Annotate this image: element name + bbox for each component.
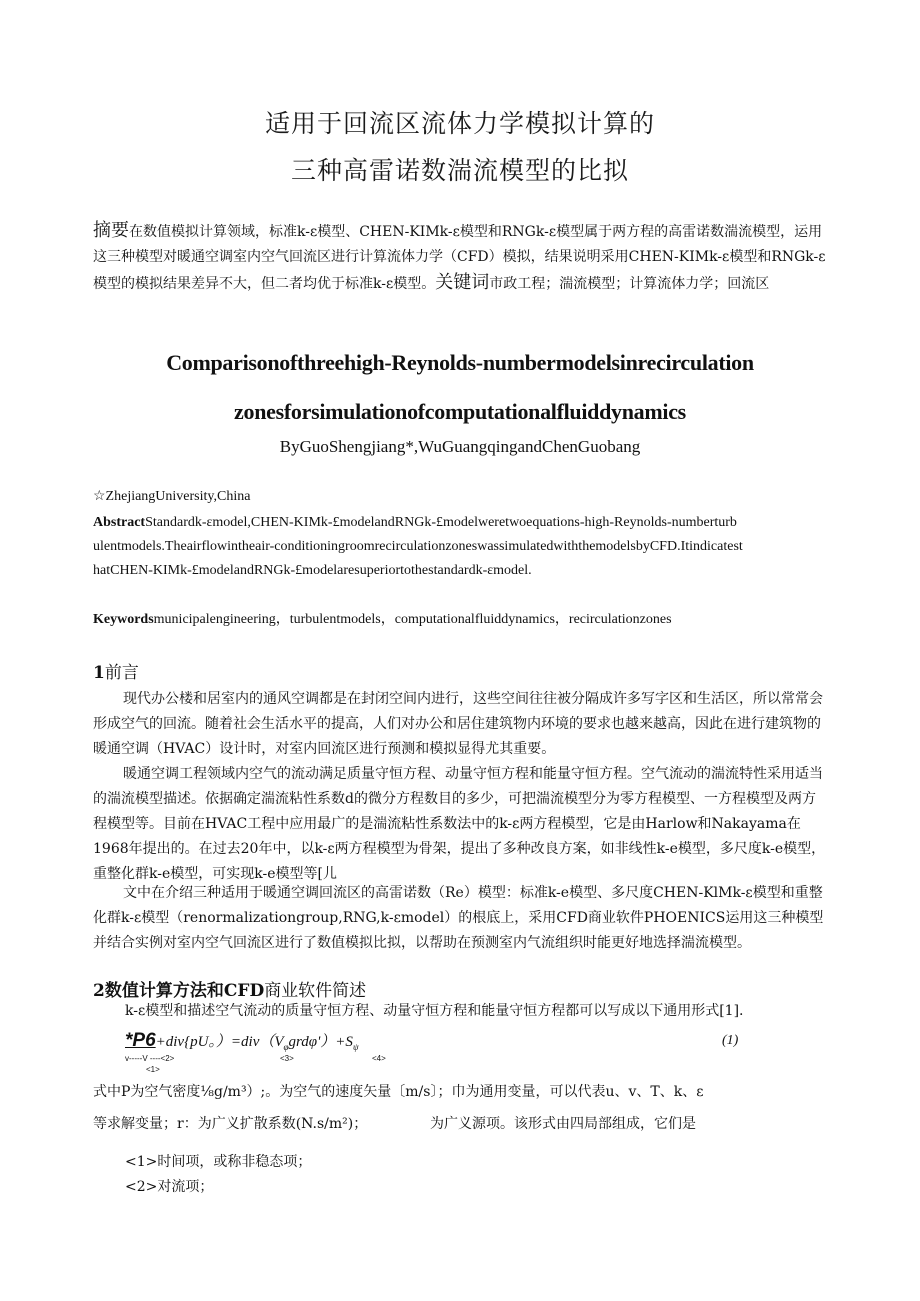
abstract-cn — [93, 218, 828, 297]
keywords-cn-label: 关键词 — [435, 272, 490, 293]
section-1-paragraph-3: 文中在介绍三种适用于暖通空调回流区的高雷诺数（Re）模型：标准k-e模型、多尺度CHEN-KlMk-ε模型和重整化群k-ε模型（renormalizationgroup,RNG,k-εmodel）的根底上，采用CFD商业软件PHOENICS运用这三种模型并结合实例对室内空气回流区进行了数值模拟比拟，以帮助在预测室内气流组织时能更好地选择湍流模型。 — [93, 885, 824, 951]
equation-lhs: *P6 — [125, 1030, 156, 1051]
equation-under-3: <3> — [280, 1054, 294, 1063]
equation-number: (1) — [722, 1033, 739, 1048]
section-1-number: 1 — [93, 663, 105, 683]
keywords-en — [93, 608, 833, 632]
affiliation: ☆ZhejiangUniversity,China — [93, 489, 251, 504]
equation-under-4: <4> — [372, 1054, 386, 1063]
section-1-heading — [93, 658, 139, 683]
equation-terms: +div{pU。）=div（V — [155, 1034, 284, 1050]
english-title-line-2: zonesforsimulationofcomputationalfluiddynamics — [234, 399, 686, 424]
abstract-cn-text: 在数值模拟计算领域，标准k-ε模型、CHEN-KIMk-ε模型和RNGk-ε模型属于两方程的高雷诺数湍流模型，运用这三种模型对暖通空调室内空气回流区进行计算流体力学（CFD）模拟，结果说明采用CHEN-KIMk-ε模型和RNGk-ε模型的模拟结果差异不大，但二者均优于标准k-ε模型。 — [93, 224, 826, 292]
keywords-cn: 市政工程；湍流模型；计算流体力学；回流区 — [489, 276, 770, 292]
list-item-2: <2>对流项； — [125, 1179, 214, 1195]
section-2-paragraph-1: k-ε模型和描述空气流动的质量守恒方程、动量守恒方程和能量守恒方程都可以写成以下通用形式[1]. — [125, 1003, 744, 1019]
abstract-cn-label: 摘要 — [93, 220, 129, 241]
authors: ByGuoShengjiang*,WuGuangqingandChenGuobang — [279, 437, 641, 456]
equation-under-terms: v-----V ----<2> — [125, 1054, 175, 1063]
title-line-1: 适用于回流区流体力学模拟计算的 — [264, 109, 655, 138]
equation-definitions-2a: 等求解变量；r：为广义扩散系数(N.s/m²)； — [93, 1116, 368, 1132]
equation-sub-1: φ — [283, 1042, 289, 1052]
section-2-title-a: 数值计算方法和 — [104, 981, 224, 1001]
equation-definitions-1: 式中P为空气密度⅛g∕m³）;。为空气的速度矢量〔m/s〕；巾为通用变量，可以代表u、v、T、k、ε — [93, 1084, 704, 1100]
abstract-en-text: Standardk-εmodel,CHEN-KIMk-£modelandRNGk-£modelweretwoequations-high-Reynolds-numberturbulentmodels.Theairflowintheair-conditioningroomrecirculationzoneswassimulatedwiththemodelsbyCFD.ItindicatesthatCHEN-KIMk-£modelandRNGk-£modelaresuperiortothestandardk-εmodel. — [93, 515, 743, 578]
section-1-paragraph-2: 暖通空调工程领域内空气的流动满足质量守恒方程、动量守恒方程和能量守恒方程。空气流动的湍流特性采用适当的湍流模型描述。依据确定湍流粘性系数d的微分方程数目的多少，可把湍流模型分为零方程模型、一方程模型及两方程模型等。目前在HVAC工程中应用最广的是湍流粘性系数法中的k-ε两方程模型，它是由Harlow和Nakayama在1968年提出的。在过去20年中，以k-ε两方程模型为骨架，提出了多种改良方案，如非线性k-e模型，多尺度k-e模型，重整化群k-e模型，可实现k-e模型等[儿 — [93, 766, 826, 882]
abstract-en-label: Abstract — [93, 515, 146, 530]
section-2-number: 2 — [93, 981, 105, 1001]
equation-gradient: grdφ'）+S — [288, 1034, 353, 1050]
abstract-en — [93, 511, 743, 583]
keywords-en-label: Keywords — [93, 612, 154, 627]
section-1-title: 前言 — [104, 663, 139, 683]
equation-definitions-2b: 为广义源项。该形式由四局部组成，它们是 — [430, 1116, 696, 1132]
list-item-1: <1>时间项，或称非稳态项； — [125, 1154, 312, 1170]
section-2-title-c: 商业软件简述 — [264, 981, 367, 1001]
section-1-paragraph-1: 现代办公楼和居室内的通风空调都是在封闭空间内进行，这些空间往往被分隔成许多写字区和生活区，所以常常会形成空气的回流。随着社会生活水平的提高，人们对办公和居住建筑物内环境的要求也越来越高，因此在进行建筑物的暖通空调（HVAC）设计时，对室内回流区进行预测和模拟显得尤其重要。 — [93, 691, 823, 757]
english-title-line-1: Comparisonofthreehigh-Reynolds-numbermodelsinrecirculation — [166, 350, 754, 375]
equation-under-1: <1> — [146, 1065, 160, 1074]
section-2-heading — [93, 976, 366, 1001]
equation-1 — [125, 1030, 359, 1052]
equation-sub-2: ψ — [352, 1042, 359, 1052]
keywords-en-text: municipalengineering，turbulentmodels，computationalfluiddynamics，recirculationzones — [153, 612, 672, 627]
section-2-title-b: CFD — [223, 981, 265, 1001]
title-line-2: 三种高雷诺数湍流模型的比拟 — [290, 156, 629, 185]
